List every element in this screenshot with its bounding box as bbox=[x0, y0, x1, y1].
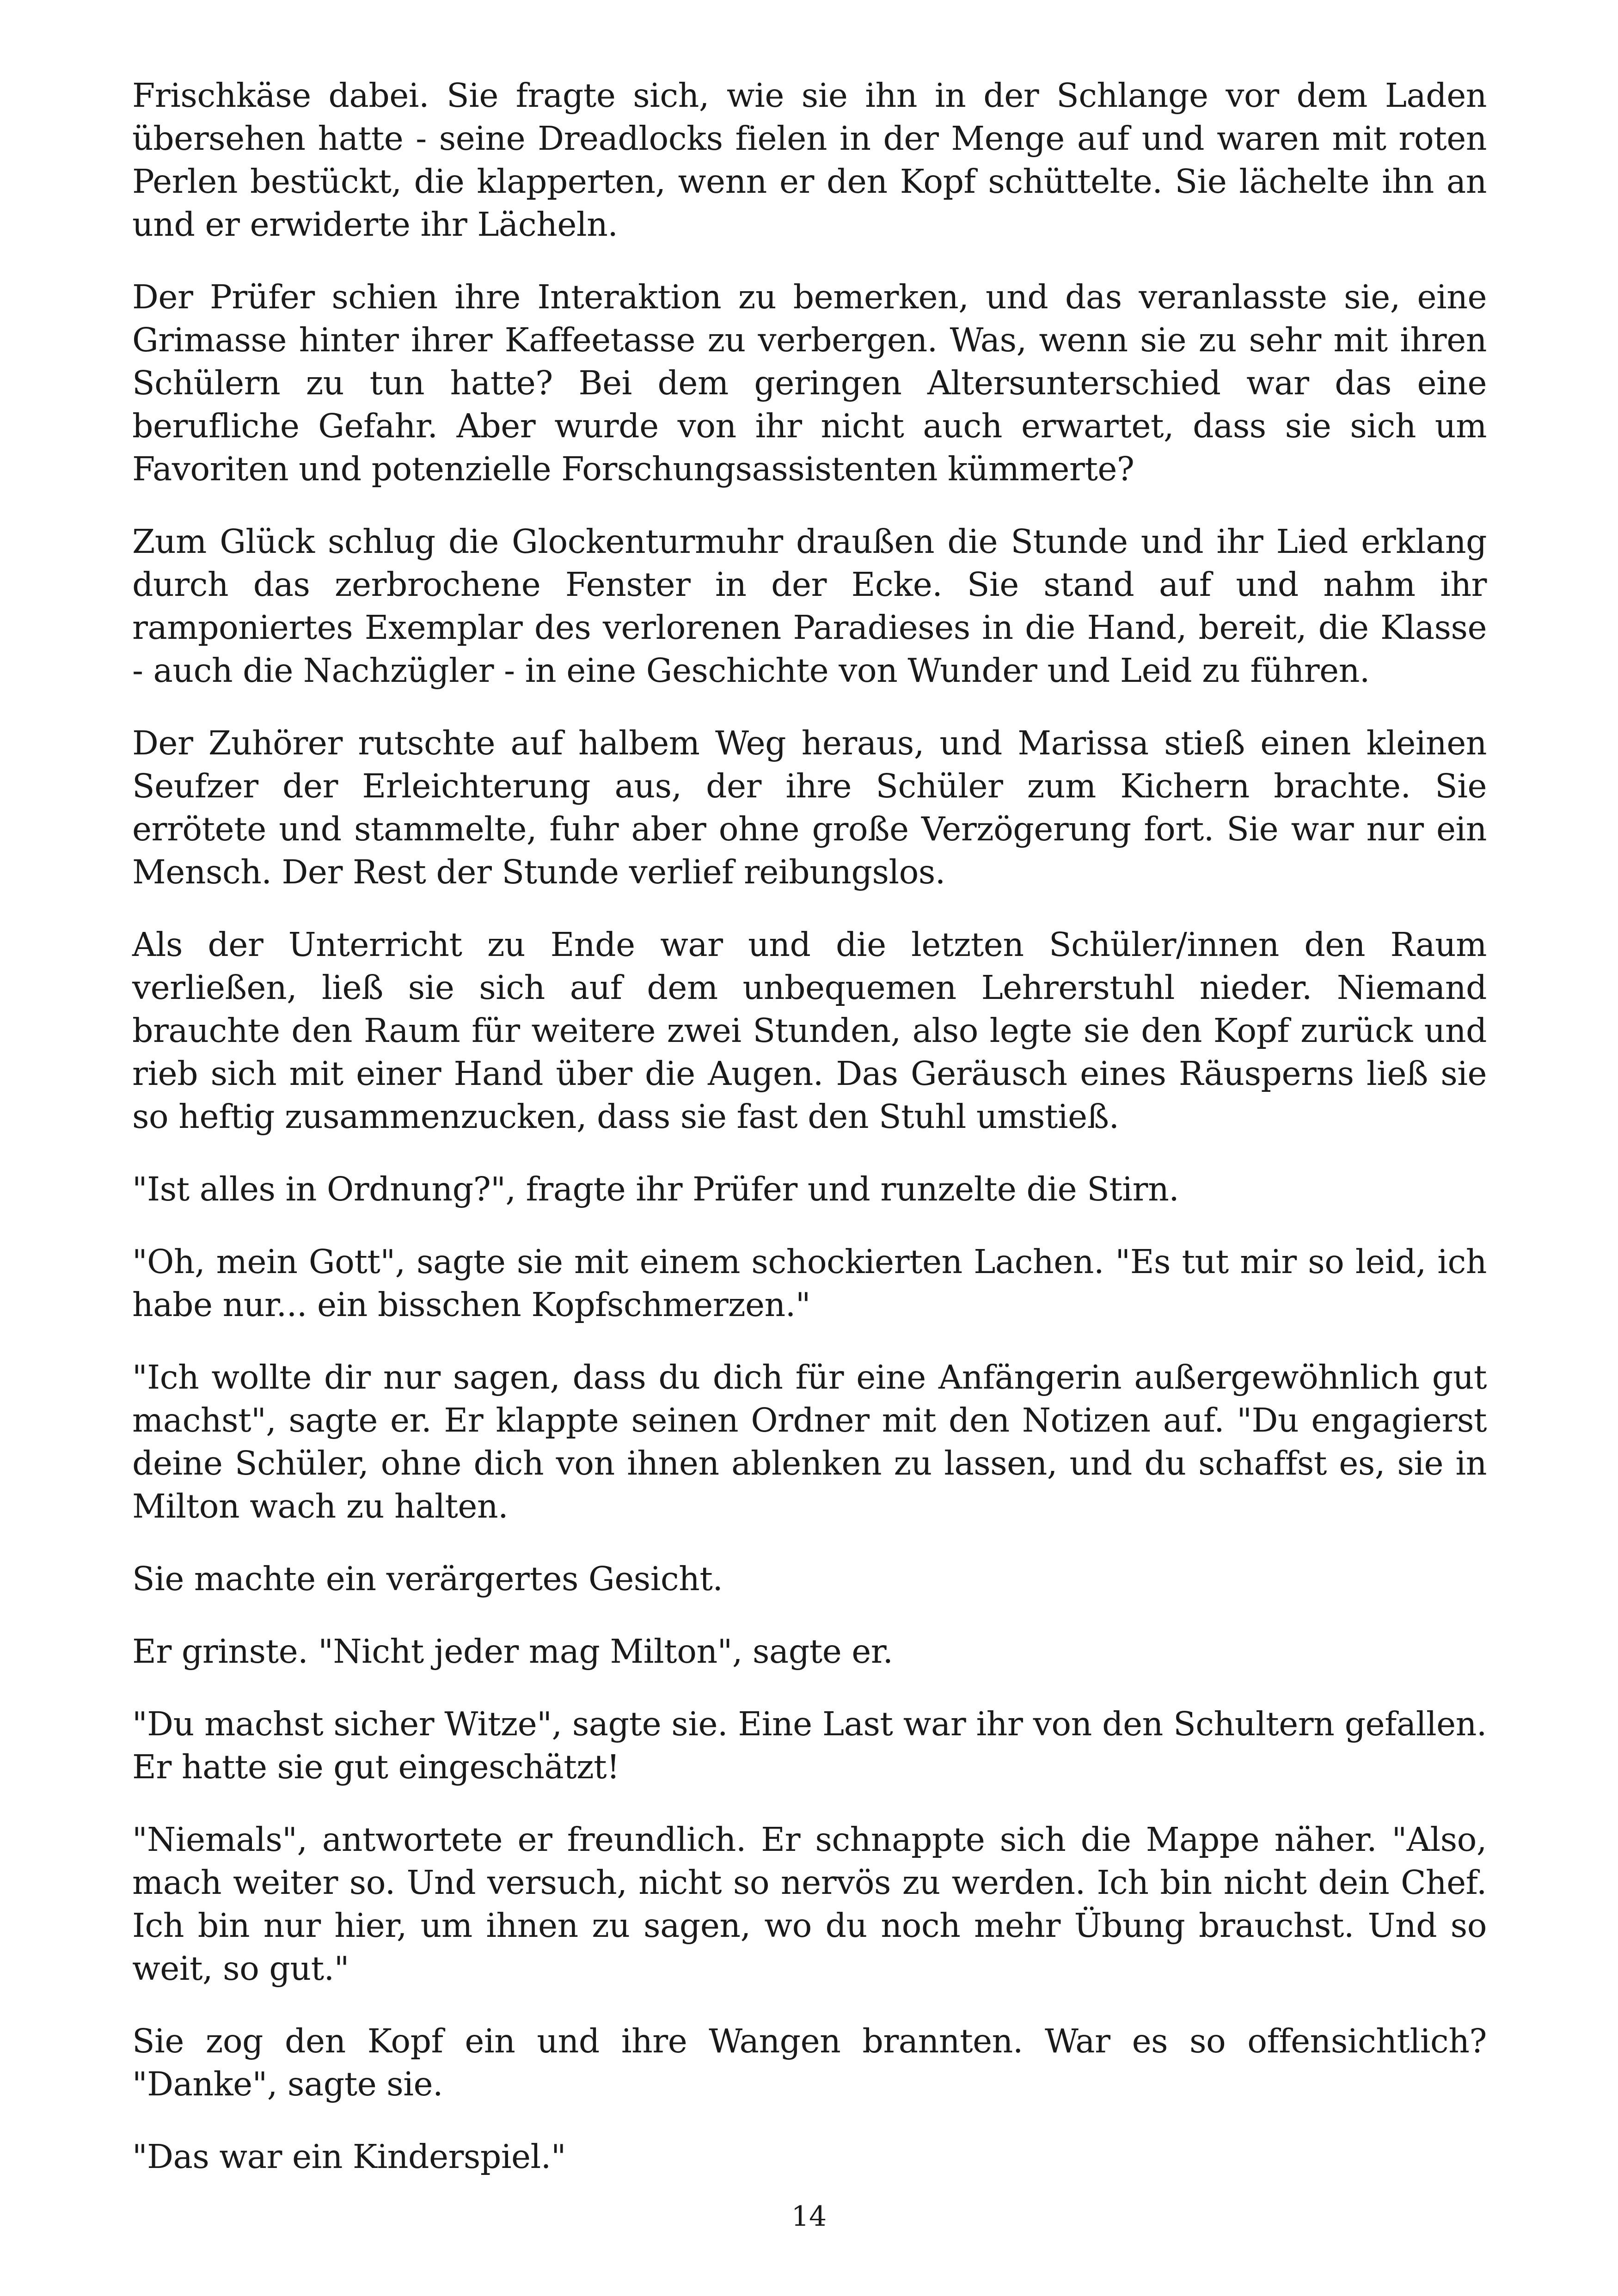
body-text bbox=[132, 74, 1487, 2208]
paragraph: Sie zog den Kopf ein und ihre Wangen brannten. War es so offensichtlich? "Danke", sagte sie. bbox=[132, 2022, 1487, 2103]
paragraph: Der Zuhörer rutschte auf halbem Weg heraus, und Marissa stieß einen kleinen Seufzer der Erleichterung aus, der ihre Schüler zum Kichern brachte. Sie errötete und stammelte, fuhr aber ohne große Verzögerung fort. Sie war nur ein Mensch. Der Rest der Stunde verlief reibungslos. bbox=[132, 724, 1487, 891]
paragraph: "Du machst sicher Witze", sagte sie. Eine Last war ihr von den Schultern gefallen. Er hatte sie gut eingeschätzt! bbox=[132, 1705, 1487, 1786]
paragraph: Sie machte ein verärgertes Gesicht. bbox=[132, 1560, 723, 1598]
paragraph: "Oh, mein Gott", sagte sie mit einem schockierten Lachen. "Es tut mir so leid, ich habe nur... ein bisschen Kopfschmerzen." bbox=[132, 1243, 1487, 1324]
paragraph: "Das war ein Kinderspiel." bbox=[132, 2137, 566, 2176]
paragraph: Zum Glück schlug die Glockenturmuhr draußen die Stunde und ihr Lied erklang durch das zerbrochene Fenster in der Ecke. Sie stand auf und nahm ihr ramponiertes Exemplar des verlorenen Paradieses in die Hand, bereit, die Klasse - auch die Nachzügler - in eine Geschichte von Wunder und Leid zu führen. bbox=[132, 522, 1487, 690]
paragraph: Als der Unterricht zu Ende war und die letzten Schüler/innen den Raum verließen, ließ sie sich auf dem unbequemen Lehrerstuhl nieder. Niemand brauchte den Raum für weitere zwei Stunden, also legte sie den Kopf zurück und rieb sich mit einer Hand über die Augen. Das Geräusch eines Räusperns ließ sie so heftig zusammenzucken, dass sie fast den Stuhl umstieß. bbox=[132, 925, 1487, 1136]
page-number: 14 bbox=[791, 2200, 827, 2233]
paragraph: "Niemals", antwortete er freundlich. Er schnappte sich die Mappe näher. "Also, mach weiter so. Und versuch, nicht so nervös zu werden. Ich bin nicht dein Chef. Ich bin nur hier, um ihnen zu sagen, wo du noch mehr Übung brauchst. Und so weit, so gut." bbox=[132, 1820, 1487, 1988]
paragraph: "Ich wollte dir nur sagen, dass du dich für eine Anfängerin außergewöhnlich gut machst", sagte er. Er klappte seinen Ordner mit den Notizen auf. "Du engagierst deine Schüler, ohne dich von ihnen ablenken zu lassen, und du schaffst es, sie in Milton wach zu halten. bbox=[132, 1358, 1487, 1525]
paragraph: "Ist alles in Ordnung?", fragte ihr Prüfer und runzelte die Stirn. bbox=[132, 1170, 1179, 1208]
paragraph: Frischkäse dabei. Sie fragte sich, wie sie ihn in der Schlange vor dem Laden übersehen hatte - seine Dreadlocks fielen in der Menge auf und waren mit roten Perlen bestückt, die klapperten, wenn er den Kopf schüttelte. Sie lächelte ihn an und er erwiderte ihr Lächeln. bbox=[132, 76, 1487, 244]
paragraph: Der Prüfer schien ihre Interaktion zu bemerken, und das veranlasste sie, eine Grimasse hinter ihrer Kaffeetasse zu verbergen. Was, wenn sie zu sehr mit ihren Schülern zu tun hatte? Bei dem geringen Altersunterschied war das eine berufliche Gefahr. Aber wurde von ihr nicht auch erwartet, dass sie sich um Favoriten und potenzielle Forschungsassistenten kümmerte? bbox=[132, 278, 1487, 488]
paragraph: Er grinste. "Nicht jeder mag Milton", sagte er. bbox=[132, 1632, 893, 1671]
